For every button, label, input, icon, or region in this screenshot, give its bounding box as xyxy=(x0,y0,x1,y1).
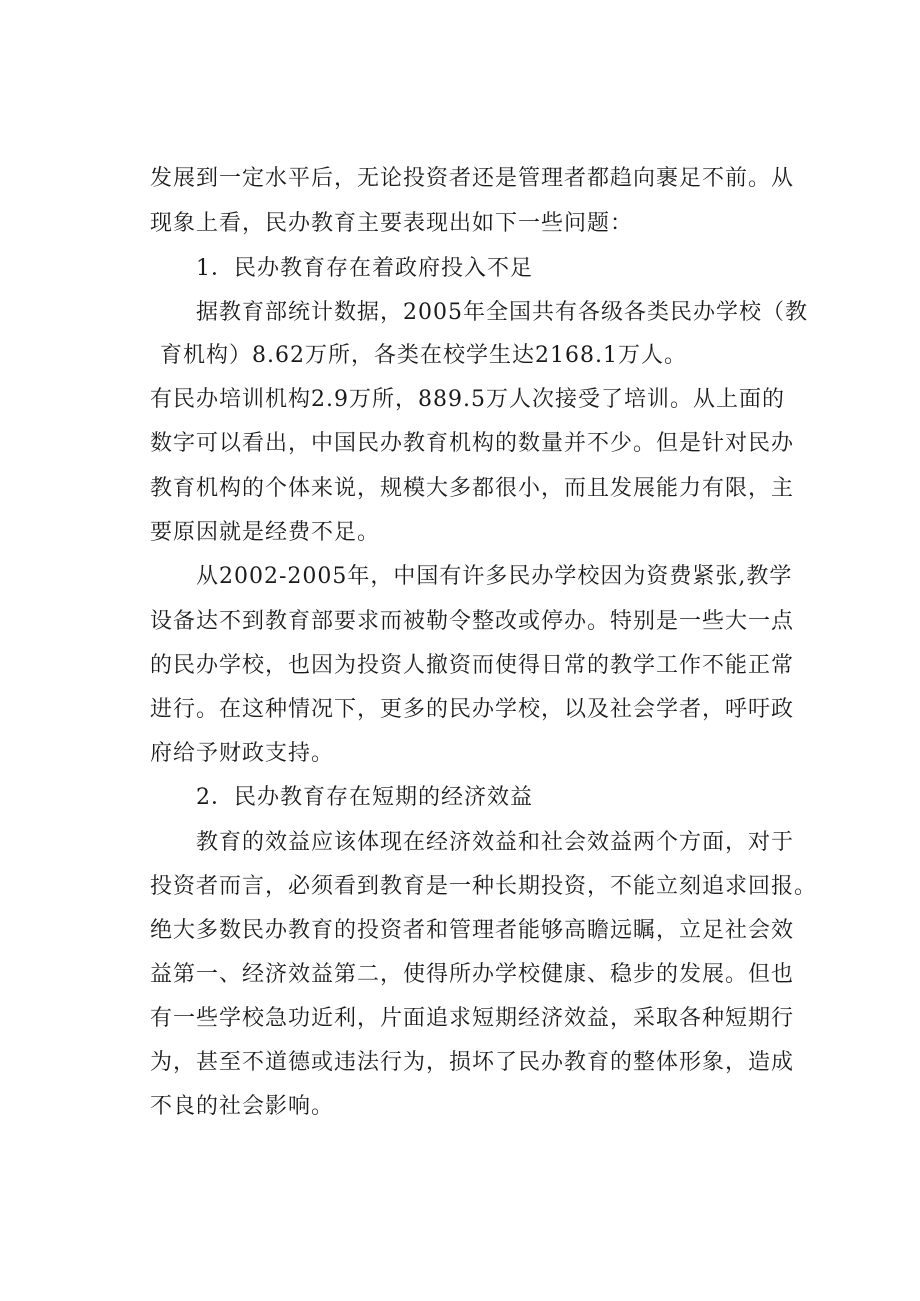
paragraph-line: 教育的效益应该体现在经济效益和社会效益两个方面，对于 xyxy=(196,830,795,855)
section-heading: 1．民办教育存在着政府投入不足 xyxy=(196,256,533,281)
section-heading: 2．民办教育存在短期的经济效益 xyxy=(196,785,533,810)
paragraph-line: 不良的社会影响。 xyxy=(150,1094,335,1119)
paragraph-line: 据教育部统计数据，2005年全国共有各级各类民办学校（教 xyxy=(196,300,808,325)
paragraph-line: 育机构）8.62万所，各类在校学生达2168.1万人。 xyxy=(160,343,687,368)
paragraph-line: 现象上看，民办教育主要表现出如下一些问题： xyxy=(150,211,634,236)
paragraph-line: 为，甚至不道德或违法行为，损坏了民办教育的整体形象，造成 xyxy=(150,1050,795,1075)
paragraph-line: 数字可以看出，中国民办教育机构的数量并不少。但是针对民办 xyxy=(150,431,795,456)
paragraph-line: 发展到一定水平后，无论投资者还是管理者都趋向裹足不前。从 xyxy=(150,166,795,191)
paragraph-line: 的民办学校，也因为投资人撤资而使得日常的教学工作不能正常 xyxy=(150,653,795,678)
paragraph-line: 从2002-2005年，中国有许多民办学校因为资费紧张,教学 xyxy=(196,564,793,589)
paragraph-line: 绝大多数民办教育的投资者和管理者能够高瞻远瞩，立足社会效 xyxy=(150,918,795,943)
paragraph-line: 府给予财政支持。 xyxy=(150,741,335,766)
paragraph-line: 有一些学校急功近利，片面追求短期经济效益，采取各种短期行 xyxy=(150,1006,795,1031)
paragraph-line: 投资者而言，必须看到教育是一种长期投资，不能立刻追求回报。 xyxy=(150,874,818,899)
paragraph-line: 有民办培训机构2.9万所，889.5万人次接受了培训。从上面的 xyxy=(150,387,785,412)
paragraph-line: 益第一、经济效益第二，使得所办学校健康、稳步的发展。但也 xyxy=(150,962,795,987)
paragraph-line: 要原因就是经费不足。 xyxy=(150,520,381,545)
paragraph-line: 教育机构的个体来说，规模大多都很小，而且发展能力有限，主 xyxy=(150,476,795,501)
paragraph-line: 进行。在这种情况下，更多的民办学校，以及社会学者，呼吁政 xyxy=(150,697,795,722)
paragraph-line: 设备达不到教育部要求而被勒令整改或停办。特别是一些大一点 xyxy=(150,609,795,634)
